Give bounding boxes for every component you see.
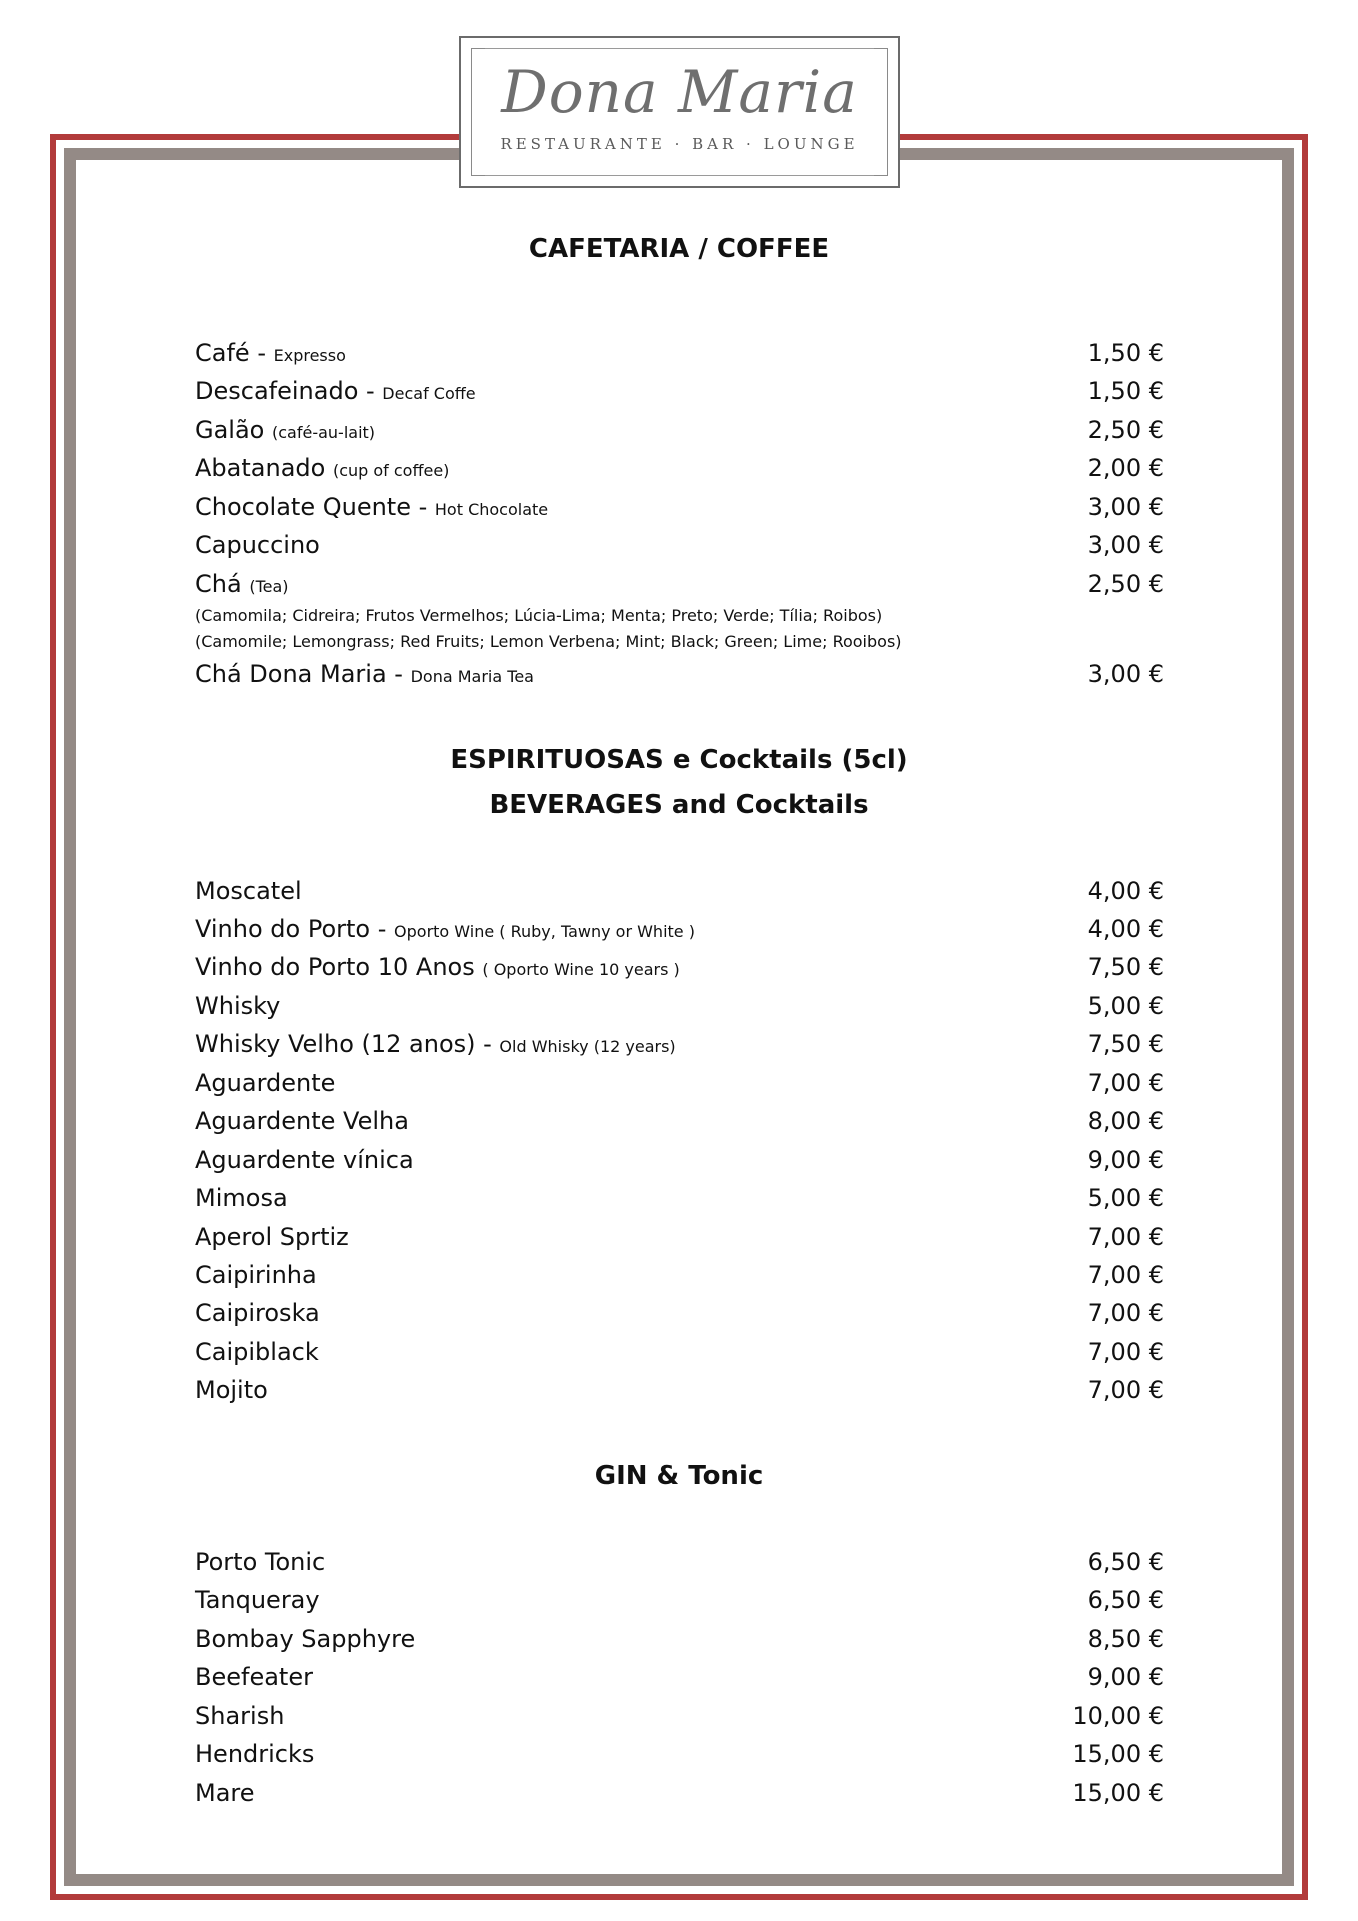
menu-item-name: Caipirinha [195, 1261, 317, 1289]
section-title-spirits: ESPIRITUOSAS e Cocktails (5cl) [450, 745, 908, 775]
section-title-coffee: CAFETARIA / COFFEE [528, 234, 830, 264]
section-subtitle-spirits: BEVERAGES and Cocktails [489, 790, 869, 820]
menu-item-price: 3,00 € [1087, 531, 1164, 559]
logo-rule-bottom [485, 175, 874, 176]
menu-item-price: 15,00 € [1072, 1740, 1164, 1768]
menu-item-name: Beefeater [195, 1663, 313, 1691]
menu-item-name: Mojito [195, 1376, 268, 1404]
menu-item-price: 7,00 € [1087, 1223, 1164, 1251]
menu-item-price: 9,00 € [1087, 1146, 1164, 1174]
menu-item-name: Sharish [195, 1702, 285, 1730]
menu-item-price: 1,50 € [1087, 377, 1164, 405]
menu-item-name: Tanqueray [195, 1586, 320, 1614]
menu-item-price: 7,50 € [1087, 1030, 1164, 1058]
menu-item-name: Whisky Velho (12 anos) - Old Whisky (12 years) [195, 1030, 676, 1058]
menu-item-name: Aguardente Velha [195, 1107, 409, 1135]
menu-item-name: Galão (café-au-lait) [195, 416, 376, 444]
menu-item-price: 7,00 € [1087, 1299, 1164, 1327]
menu-item-name: Caipiblack [195, 1338, 319, 1366]
menu-item-name: Vinho do Porto 10 Anos ( Oporto Wine 10 years ) [195, 953, 680, 981]
menu-item-name: Aguardente vínica [195, 1146, 414, 1174]
menu-item-name: Whisky [195, 992, 281, 1020]
menu-item-price: 2,50 € [1087, 416, 1164, 444]
menu-item-name: Moscatel [195, 877, 302, 905]
logo [459, 36, 900, 188]
logo-rule-top [485, 48, 874, 49]
menu-item-price: 6,50 € [1087, 1586, 1164, 1614]
tea-note-pt: (Camomila; Cidreira; Frutos Vermelhos; Lúcia-Lima; Menta; Preto; Verde; Tília; Roibos) [195, 606, 883, 625]
menu-item-price: 7,00 € [1087, 1261, 1164, 1289]
menu-item-price: 3,00 € [1087, 493, 1164, 521]
logo-tagline: RESTAURANTE · BAR · LOUNGE [500, 135, 859, 153]
menu-item-price: 8,50 € [1087, 1625, 1164, 1653]
menu-item-name: Mimosa [195, 1184, 288, 1212]
menu-item-price: 5,00 € [1087, 1184, 1164, 1212]
section-title-gin: GIN & Tonic [594, 1461, 764, 1491]
menu-item-name: Aperol Sprtiz [195, 1223, 349, 1251]
menu-item-name: Descafeinado - Decaf Coffe [195, 377, 476, 405]
menu-item-name: Capuccino [195, 531, 320, 559]
menu-item-price: 7,50 € [1087, 953, 1164, 981]
menu-item-price: 9,00 € [1087, 1663, 1164, 1691]
menu-item-price: 8,00 € [1087, 1107, 1164, 1135]
menu-item-name: Aguardente [195, 1069, 336, 1097]
menu-item-name: Chá (Tea) [195, 570, 289, 598]
menu-item-price: 15,00 € [1072, 1779, 1164, 1807]
menu-item-name: Café - Expresso [195, 339, 346, 367]
logo-title: Dona Maria [501, 58, 858, 126]
menu-item-price: 10,00 € [1072, 1702, 1164, 1730]
menu-item-name: Chá Dona Maria - Dona Maria Tea [195, 660, 534, 688]
menu-item-price: 2,50 € [1087, 570, 1164, 598]
menu-item-name: Hendricks [195, 1740, 315, 1768]
menu-item-price: 7,00 € [1087, 1338, 1164, 1366]
menu-item-name: Caipiroska [195, 1299, 320, 1327]
menu-item-price: 2,00 € [1087, 454, 1164, 482]
menu-item-price: 4,00 € [1087, 877, 1164, 905]
menu-item-price: 3,00 € [1087, 660, 1164, 688]
menu-item-name: Vinho do Porto - Oporto Wine ( Ruby, Tawny or White ) [195, 915, 695, 943]
menu-item-price: 7,00 € [1087, 1069, 1164, 1097]
menu-item-name: Bombay Sapphyre [195, 1625, 416, 1653]
menu-item-name: Chocolate Quente - Hot Chocolate [195, 493, 549, 521]
menu-item-price: 1,50 € [1087, 339, 1164, 367]
menu-item-name: Abatanado (cup of coffee) [195, 454, 450, 482]
menu-item-name: Porto Tonic [195, 1548, 326, 1576]
menu-item-price: 5,00 € [1087, 992, 1164, 1020]
menu-item-name: Mare [195, 1779, 255, 1807]
menu-item-price: 6,50 € [1087, 1548, 1164, 1576]
menu-item-price: 4,00 € [1087, 915, 1164, 943]
menu-item-price: 7,00 € [1087, 1376, 1164, 1404]
tea-note-en: (Camomile; Lemongrass; Red Fruits; Lemon Verbena; Mint; Black; Green; Lime; Rooibos) [195, 632, 902, 651]
